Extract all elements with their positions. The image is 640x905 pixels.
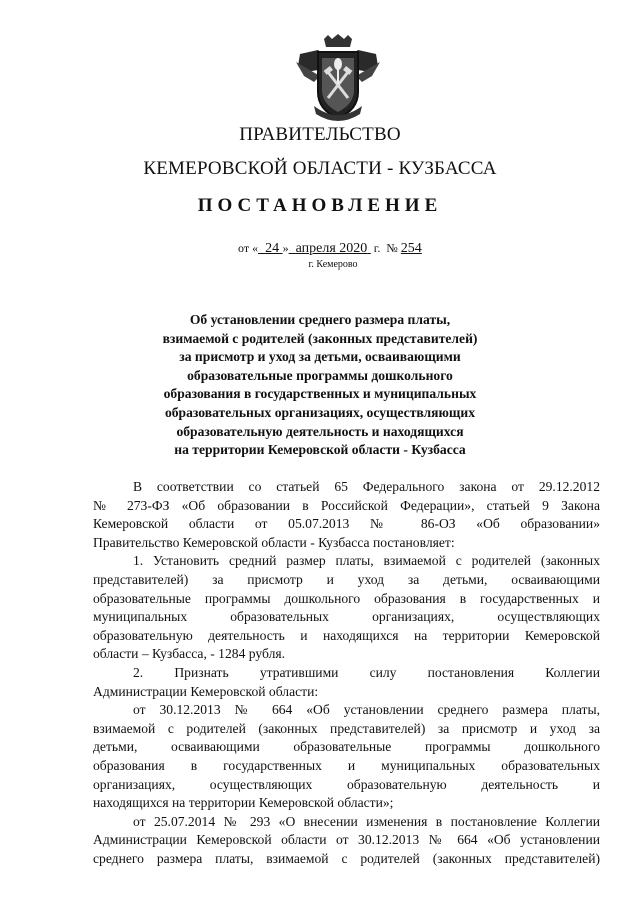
body-line: находящихся на территории Кемеровской области»; — [93, 795, 394, 811]
body-line: организациях, осуществляющих образовательную деятельность и — [93, 776, 600, 792]
document-type: ПОСТАНОВЛЕНИЕ — [197, 195, 443, 216]
body-line: от 30.12.2013 № 664 «Об установлении среднего размера платы, — [133, 702, 600, 718]
body-line: Кемеровской области от 05.07.2013 № 86-ОЗ «Об образовании» — [93, 516, 600, 532]
date-mid: » — [282, 241, 289, 255]
title-line: за присмотр и уход за детьми, осваивающими — [179, 349, 461, 365]
date-number-line — [238, 241, 422, 257]
body-line: области – Кузбасса, - 1284 рубля. — [93, 646, 286, 662]
document-body — [93, 478, 600, 868]
body-line: образовательные программы дошкольного образования в государственных и — [93, 590, 600, 606]
government-title: ПРАВИТЕЛЬСТВО — [239, 124, 401, 145]
body-line: образовательную деятельность и находящихся на территории Кемеровской — [93, 627, 600, 643]
title-line: образовательную деятельность и находящихся — [176, 423, 464, 439]
coat-of-arms-icon — [294, 32, 382, 124]
title-line: Об установлении среднего размера платы, — [189, 312, 451, 327]
body-line: муниципальных образовательных организациях, осуществляющих — [93, 609, 600, 625]
body-line: взимаемой с родителей (законных представителей) за присмотр и уход за — [93, 720, 600, 736]
body-line: представителей) за присмотр и уход за детьми, осваивающими — [93, 571, 600, 587]
body-line: Администрации Кемеровской области от 30.12.2013 № 664 «Об установлении — [93, 832, 600, 848]
number-prefix: № — [386, 241, 398, 255]
title-line: образования в государственных и муниципальных — [163, 386, 477, 402]
body-line: 2. Признать утратившими силу постановления Коллегии — [133, 664, 600, 680]
date-prefix: от « — [238, 241, 259, 255]
body-line: детьми, осваивающими образовательные программы дошкольного — [93, 739, 600, 755]
year-suffix: г. — [373, 241, 381, 255]
title-line: образовательные программы дошкольного — [187, 367, 453, 383]
body-line: образования в государственных и муниципальных образовательных — [93, 757, 600, 773]
body-line: В соответствии со статьей 65 Федерального закона от 29.12.2012 — [133, 479, 600, 494]
title-line: на территории Кемеровской области - Кузбасса — [174, 442, 466, 458]
body-line: Администрации Кемеровской области: — [93, 683, 319, 699]
document-number: 254 — [400, 241, 422, 256]
document-title — [0, 311, 640, 460]
body-line: от 25.07.2014 № 293 «О внесении изменения в постановление Коллегии — [133, 813, 600, 829]
city: г. Кемерово — [308, 259, 358, 270]
date-day: 24 — [265, 241, 280, 256]
body-line: среднего размера платы, взимаемой с родителей (законных представителей) — [93, 850, 600, 866]
body-line: 1. Установить средний размер платы, взимаемой с родителей (законных — [133, 553, 600, 569]
region-title: КЕМЕРОВСКОЙ ОБЛАСТИ - КУЗБАССА — [143, 158, 497, 179]
body-line: № 273-ФЗ «Об образовании в Российской Федерации», статьей 9 Закона — [93, 497, 600, 513]
date-month-year: апреля 2020 — [295, 241, 368, 256]
body-line: Правительство Кемеровской области - Кузбасса постановляет: — [93, 534, 455, 550]
title-line: образовательных организациях, осуществляющих — [164, 404, 476, 420]
title-line: взимаемой с родителей (законных представителей) — [162, 330, 478, 346]
